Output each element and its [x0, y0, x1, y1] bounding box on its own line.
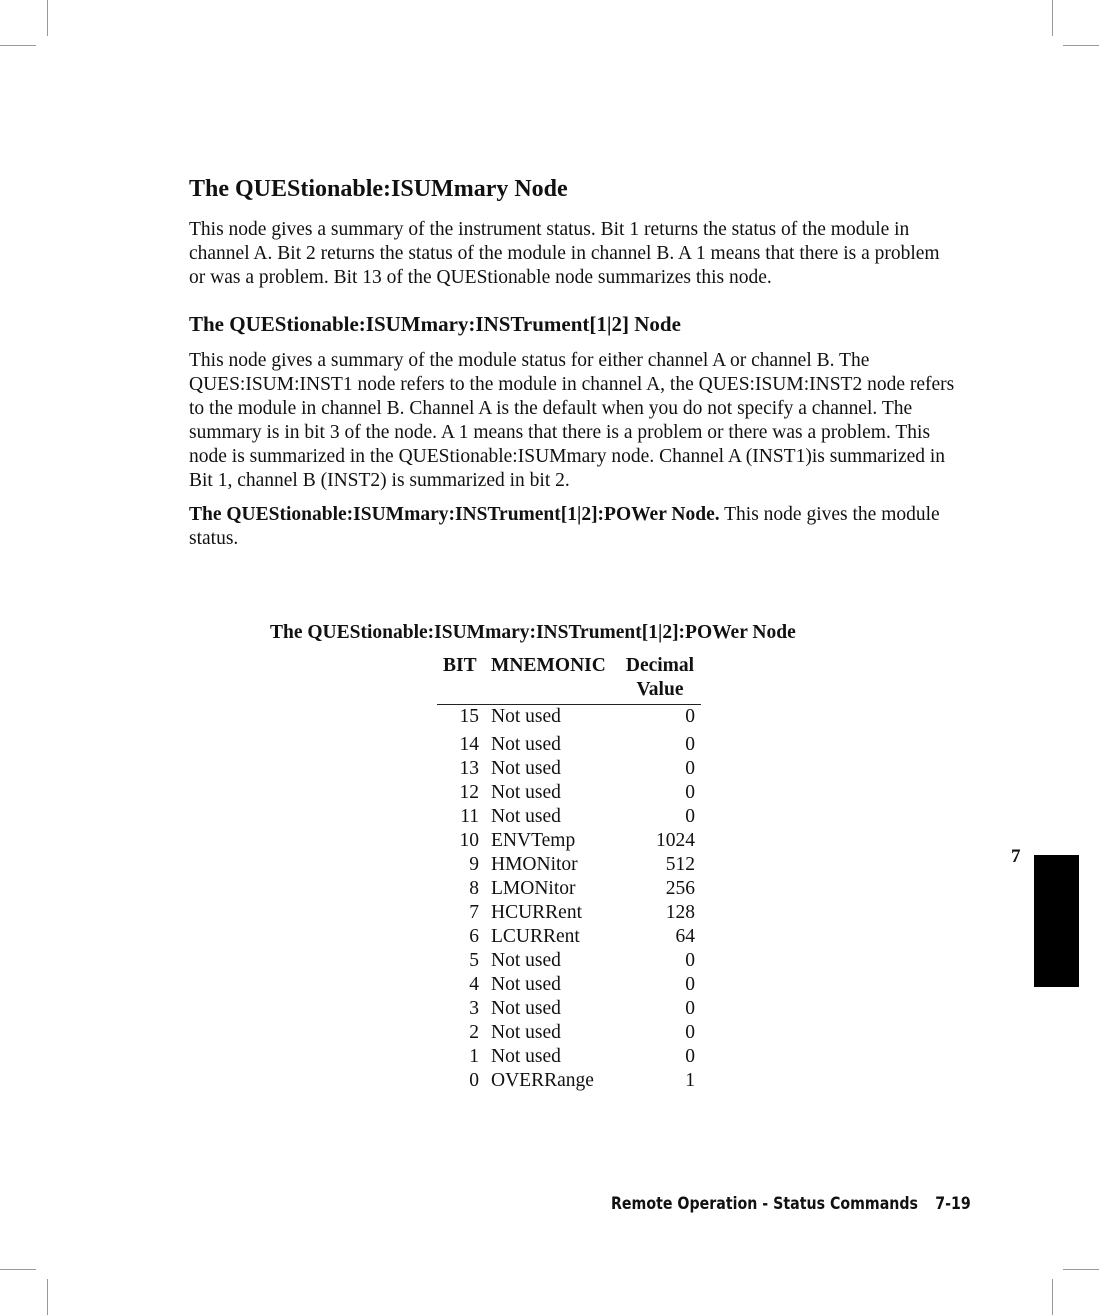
- mnemonic-cell: Not used: [491, 734, 561, 755]
- decimal-value-cell: 0: [685, 1046, 695, 1067]
- decimal-value-cell: 512: [665, 854, 695, 875]
- chapter-tab-number: 7: [1011, 846, 1021, 867]
- bit-cell: 0: [469, 1070, 479, 1091]
- bit-cell: 5: [469, 950, 479, 971]
- mnemonic-cell: Not used: [491, 950, 561, 971]
- mnemonic-cell: Not used: [491, 974, 561, 995]
- table-row: [437, 949, 701, 973]
- table-row: [437, 877, 701, 901]
- mnemonic-cell: Not used: [491, 1022, 561, 1043]
- column-header-mnemonic: MNEMONIC: [485, 654, 619, 705]
- bit-table-body: [437, 705, 701, 1094]
- bit-cell: 15: [459, 706, 479, 727]
- bit-cell: 7: [469, 902, 479, 923]
- section-heading-instrument: The QUEStionable:ISUMmary:INSTrument[1|2] Node: [189, 311, 681, 336]
- decimal-value-cell: 64: [675, 926, 695, 947]
- table-row: [437, 1045, 701, 1069]
- bit-cell: 10: [459, 830, 479, 851]
- chapter-tab-marker: [1034, 855, 1079, 987]
- decimal-value-cell: 1024: [656, 830, 695, 851]
- mnemonic-cell: Not used: [491, 1046, 561, 1067]
- decimal-value-cell: 0: [685, 734, 695, 755]
- table-row: [437, 853, 701, 877]
- table-row: [437, 1021, 701, 1045]
- column-header-decimal-value-label: Decimal Value: [625, 655, 695, 700]
- decimal-value-cell: 0: [685, 782, 695, 803]
- page-number: 7-19: [935, 1194, 971, 1213]
- bit-cell: 6: [469, 926, 479, 947]
- bit-cell: 2: [469, 1022, 479, 1043]
- table-row: [437, 1069, 701, 1093]
- table-row: [437, 829, 701, 853]
- mnemonic-cell: Not used: [491, 758, 561, 779]
- table-row: [437, 973, 701, 997]
- decimal-value-cell: 256: [665, 878, 695, 899]
- mnemonic-cell: Not used: [491, 998, 561, 1019]
- bit-cell: 8: [469, 878, 479, 899]
- decimal-value-cell: 0: [685, 1022, 695, 1043]
- decimal-value-cell: 0: [685, 950, 695, 971]
- decimal-value-cell: 128: [665, 902, 695, 923]
- crop-mark: [47, 1279, 48, 1315]
- section-heading-isummary: The QUEStionable:ISUMmary Node: [189, 176, 568, 202]
- mnemonic-cell: HCURRent: [491, 902, 583, 923]
- section-paragraph-isummary: This node gives a summary of the instrument status. Bit 1 returns the status of the module in channel A. Bit 2 returns the status of the module in channel B. A 1 means that there is a problem or was a problem. Bit 13 of the QUEStionable node summarizes this node.: [189, 218, 940, 288]
- mnemonic-cell: Not used: [491, 782, 561, 803]
- bit-table: [437, 654, 701, 1093]
- bit-cell: 4: [469, 974, 479, 995]
- mnemonic-cell: LCURRent: [491, 926, 580, 947]
- table-row: [437, 781, 701, 805]
- page-body: [189, 175, 959, 551]
- column-header-decimal-value: [619, 654, 701, 705]
- mnemonic-cell: Not used: [491, 806, 561, 827]
- section-power-node: [189, 503, 959, 551]
- mnemonic-cell: LMONitor: [491, 878, 576, 899]
- table-title: The QUEStionable:ISUMmary:INSTrument[1|2]:POWer Node: [270, 622, 796, 643]
- bit-cell: 3: [469, 998, 479, 1019]
- decimal-value-cell: 0: [685, 998, 695, 1019]
- bit-cell: 13: [459, 758, 479, 779]
- table-row: [437, 925, 701, 949]
- table-row: [437, 705, 701, 730]
- decimal-value-cell: 1: [685, 1070, 695, 1091]
- mnemonic-cell: ENVTemp: [491, 830, 576, 851]
- decimal-value-cell: 0: [685, 806, 695, 827]
- crop-mark: [47, 0, 48, 36]
- section-paragraph-instrument: This node gives a summary of the module status for either channel A or channel B. The QUES:ISUM:INST1 node refers to the module in channel A, the QUES:ISUM:INST2 node refers to the module in channel B. Channel A is the default when you do not specify a channel. The summary is in bit 3 of the node. A 1 means that there is a problem or there was a problem. This node is summarized in the QUEStionable:ISUMmary node. Channel A (INST1)is summarized in Bit 1, channel B (INST2) is summarized in bit 2.: [189, 349, 955, 491]
- table-row: [437, 757, 701, 781]
- bit-cell: 1: [469, 1046, 479, 1067]
- crop-mark: [0, 45, 36, 46]
- decimal-value-cell: 0: [685, 758, 695, 779]
- footer-title: Remote Operation - Status Commands: [611, 1194, 918, 1213]
- mnemonic-cell: Not used: [491, 706, 561, 727]
- crop-mark: [1063, 1269, 1099, 1270]
- decimal-value-cell: 0: [685, 706, 695, 727]
- crop-mark: [1063, 45, 1099, 46]
- mnemonic-cell: OVERRange: [491, 1070, 594, 1091]
- bit-cell: 11: [460, 806, 479, 827]
- bit-cell: 9: [469, 854, 479, 875]
- runin-text-power: This node gives the module status.: [189, 503, 940, 549]
- bit-cell: 14: [459, 734, 479, 755]
- crop-mark: [0, 1269, 36, 1270]
- bit-cell: 12: [459, 782, 479, 803]
- table-row: [437, 729, 701, 757]
- table-row: [437, 997, 701, 1021]
- table-row: [437, 805, 701, 829]
- page-footer: [611, 1194, 971, 1213]
- table-row: [437, 901, 701, 925]
- runin-heading-power: The QUEStionable:ISUMmary:INSTrument[1|2]:POWer Node.: [189, 503, 720, 525]
- mnemonic-cell: HMONitor: [491, 854, 578, 875]
- crop-mark: [1052, 0, 1053, 36]
- column-header-bit: BIT: [437, 654, 485, 705]
- crop-mark: [1052, 1279, 1053, 1315]
- decimal-value-cell: 0: [685, 974, 695, 995]
